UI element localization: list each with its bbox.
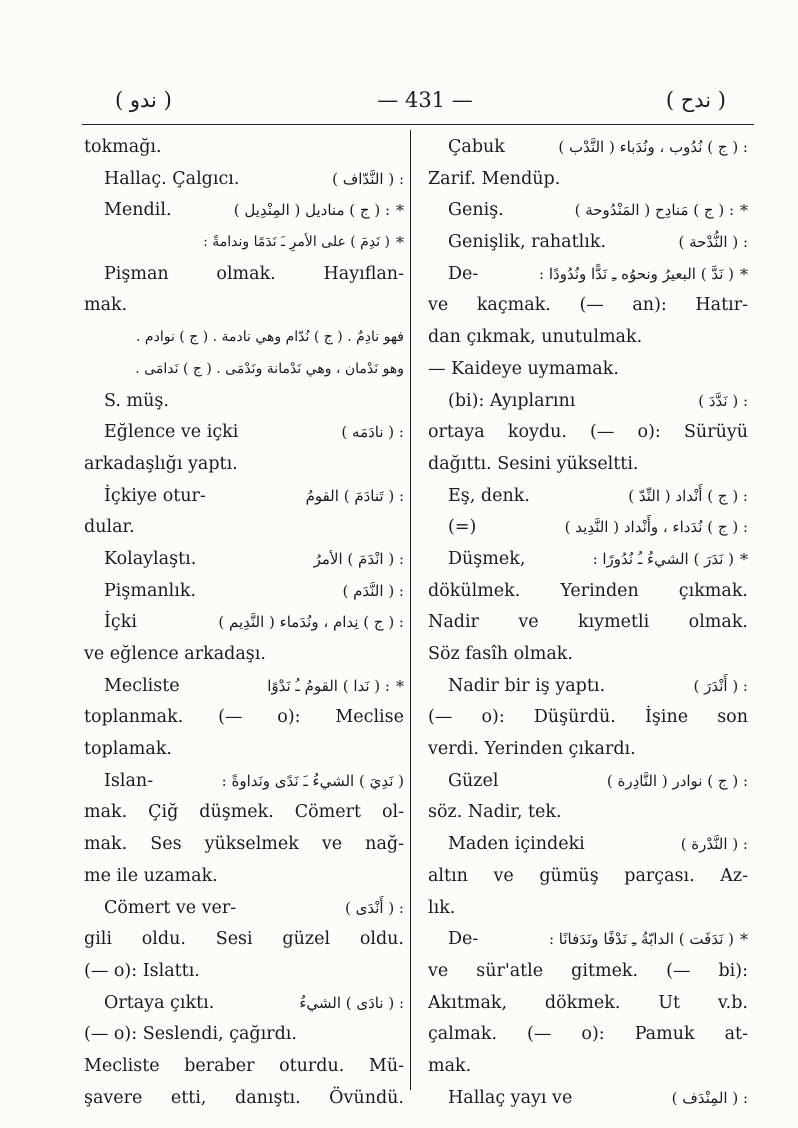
- dictionary-line: [428, 322, 748, 354]
- dictionary-line: [428, 512, 748, 544]
- turkish-text: Güzel: [448, 770, 499, 791]
- page-header: [0, 88, 798, 122]
- dictionary-line: [428, 1051, 748, 1083]
- turkish-text: Çabuk: [448, 137, 505, 157]
- dictionary-line: [84, 417, 404, 449]
- dictionary-line: [84, 481, 404, 513]
- page-number: — 431 —: [377, 88, 473, 112]
- column-divider: [410, 130, 411, 1090]
- dictionary-line: [428, 766, 748, 798]
- dictionary-line: [428, 639, 748, 671]
- arabic-headword: : ( ج ) نِدام ، ونُدَماء ( النَّدِيم ): [218, 613, 404, 632]
- turkish-text: S. müş.: [104, 390, 169, 411]
- turkish-text: (— o): Seslendi, çağırdı.: [84, 1024, 297, 1045]
- dictionary-line: [428, 544, 748, 576]
- arabic-headword: : ( تَنادَمَ ) القومُ: [305, 486, 404, 505]
- dictionary-line: [84, 1083, 404, 1115]
- arabic-headword: : ( ج ) نوادر ( النَّادِرة ): [606, 771, 748, 790]
- dictionary-line: [428, 734, 748, 766]
- turkish-text: (— o): Düşürdü. İşine son: [428, 707, 748, 728]
- turkish-text: Mecliste: [104, 675, 180, 696]
- turkish-text: ve kaçmak. (— an): Hatır-: [428, 295, 748, 316]
- header-right-entry: ( ندح ): [665, 88, 726, 112]
- dictionary-line: [84, 924, 404, 956]
- dictionary-line: [84, 512, 404, 544]
- turkish-text: dağıttı. Sesini yükseltti.: [428, 453, 639, 474]
- turkish-text: söz. Nadir, tek.: [428, 802, 562, 823]
- turkish-text: arkadaşlığı yaptı.: [84, 453, 238, 474]
- dictionary-line: [428, 861, 748, 893]
- arabic-headword: : ( ج ) مناديل ( المِنْدِيل ): [233, 201, 390, 220]
- arabic-headword: : ( نَدَّدَ ): [698, 391, 748, 410]
- dictionary-line: [84, 576, 404, 608]
- dictionary-line: [428, 132, 748, 164]
- dictionary-line: [428, 386, 748, 418]
- turkish-text: Akıtmak, dökmek. Ut v.b.: [428, 992, 748, 1013]
- entry-star-marker: *: [740, 549, 748, 569]
- arabic-headword: ( نَدَرَ ) الشيءُ ـُ نُدُورًا :: [592, 549, 734, 568]
- turkish-text: İçki: [104, 612, 137, 633]
- dictionary-line: [428, 988, 748, 1020]
- dictionary-line: [84, 164, 404, 196]
- arabic-headword: : ( نَدا ) القومُ ـُ نَدْوًا: [267, 676, 390, 695]
- turkish-text: Maden içindeki: [448, 834, 585, 855]
- dictionary-line: [84, 322, 404, 354]
- turkish-text: ve eğlence arkadaşı.: [84, 644, 266, 664]
- turkish-text: — Kaideye uymamak.: [428, 358, 619, 379]
- turkish-text: Nadir ve kıymetli olmak.: [428, 612, 748, 633]
- arabic-headword: ( نَدِيَ ) الشيءُ ـَ نَدًى ونَداوةً :: [221, 771, 404, 790]
- entry-star-marker: *: [740, 201, 748, 221]
- turkish-text: (bi): Ayıplarını: [448, 390, 576, 411]
- turkish-text: ve sür'atle gitmek. (— bi):: [428, 960, 748, 981]
- turkish-text: Düşmek,: [448, 548, 526, 569]
- dictionary-line: [84, 449, 404, 481]
- arabic-headword: : ( ج ) نُدَداء ، وأَنْداد ( النَّدِيد ): [564, 518, 748, 537]
- dictionary-line: [428, 227, 748, 259]
- dictionary-line: [428, 1083, 748, 1115]
- arabic-headword: : ( النَّدّاف ): [332, 169, 404, 188]
- entry-star-marker: *: [396, 201, 404, 221]
- dictionary-line: [428, 702, 748, 734]
- arabic-headword: : ( ج ) أَنْداد ( النِّدّ ): [628, 486, 748, 505]
- dictionary-line: [84, 1051, 404, 1083]
- arabic-headword: : ( ج ) نُدُوب ، ونُدَباء ( النَّدْب ): [558, 138, 748, 156]
- dictionary-line: [428, 797, 748, 829]
- dictionary-line: [84, 829, 404, 861]
- turkish-text: Zarif. Mendüp.: [428, 168, 561, 189]
- turkish-text: Söz fasîh olmak.: [428, 644, 573, 664]
- turkish-text: dular.: [84, 517, 135, 538]
- entry-star-marker: *: [396, 676, 404, 696]
- turkish-text: toplamak.: [84, 739, 172, 760]
- dictionary-line: [84, 386, 404, 418]
- turkish-text: mak. Ses yükselmek ve nağ-: [84, 834, 404, 855]
- dictionary-line: [428, 481, 748, 513]
- dictionary-line: [84, 702, 404, 734]
- turkish-text: Kolaylaştı.: [104, 548, 197, 569]
- dictionary-line: [428, 893, 748, 925]
- dictionary-line: [428, 449, 748, 481]
- arabic-headword: ( نَدَّ ) البعيرُ ونحوُه ـِ نَدًّا ونُدُودًا :: [539, 264, 734, 283]
- turkish-text: gili oldu. Sesi güzel oldu.: [84, 929, 404, 950]
- turkish-text: Genişlik, rahatlık.: [448, 232, 607, 253]
- dictionary-line: [84, 1019, 404, 1051]
- turkish-text: Islan-: [104, 770, 154, 791]
- dictionary-line: [84, 988, 404, 1020]
- right-column: [428, 132, 748, 1114]
- turkish-text: Pişmanlık.: [104, 580, 197, 601]
- dictionary-line: [428, 924, 748, 956]
- dictionary-line: [84, 259, 404, 291]
- arabic-headword: : ( ج ) مَنادِح ( المَنْدُوحة ): [574, 201, 734, 220]
- turkish-text: mak.: [84, 295, 128, 316]
- dictionary-line: [84, 797, 404, 829]
- dictionary-line: [84, 290, 404, 322]
- dictionary-line: [428, 1019, 748, 1051]
- arabic-headword: : ( النَّدَم ): [342, 581, 404, 600]
- turkish-text: lık.: [428, 897, 456, 918]
- turkish-text: çalmak. (— o): Pamuk at-: [428, 1024, 748, 1045]
- arabic-headword: : ( نادَى ) الشيءُ: [299, 993, 404, 1012]
- dictionary-line: [84, 956, 404, 988]
- arabic-headword: : ( النُّدْحة ): [678, 233, 748, 252]
- turkish-text: Pişman olmak. Hayıflan-: [104, 263, 404, 284]
- dictionary-line: [428, 671, 748, 703]
- dictionary-line: [428, 354, 748, 386]
- entry-star-marker: *: [396, 233, 404, 253]
- dictionary-line: [84, 734, 404, 766]
- dictionary-line: [428, 829, 748, 861]
- arabic-headword: فهو نادِمٌ . ( ج ) نُدّام وهي نادمة . ( ج ) نوادم .: [136, 329, 404, 346]
- turkish-text: verdi. Yerinden çıkardı.: [428, 739, 636, 760]
- arabic-headword: : ( انْدَمَ ) الأمرُ: [313, 549, 404, 568]
- dictionary-line: [84, 132, 404, 164]
- dictionary-line: [84, 544, 404, 576]
- turkish-text: Geniş.: [448, 200, 504, 221]
- turkish-text: (— o): Islattı.: [84, 960, 200, 981]
- turkish-text: De-: [448, 929, 479, 950]
- turkish-text: mak. Çiğ düşmek. Cömert ol-: [84, 802, 404, 823]
- turkish-text: ortaya koydu. (— o): Sürüyü: [428, 422, 748, 443]
- dictionary-line: [84, 671, 404, 703]
- entry-star-marker: *: [740, 264, 748, 284]
- arabic-headword: وهو نَدْمان ، وهي نَدْمانة ونَدْمَى . ( ج ) نَدامَى .: [135, 360, 404, 377]
- turkish-text: Hallaç. Çalgıcı.: [104, 168, 240, 189]
- dictionary-line: [428, 607, 748, 639]
- turkish-text: (=): [448, 517, 477, 538]
- turkish-text: mak.: [428, 1055, 472, 1076]
- dictionary-line: [84, 227, 404, 259]
- dictionary-line: [428, 259, 748, 291]
- arabic-headword: : ( النَّدْرة ): [680, 835, 748, 854]
- turkish-text: Nadir bir iş yaptı.: [448, 675, 606, 696]
- turkish-text: De-: [448, 263, 479, 284]
- turkish-text: Ortaya çıktı.: [104, 992, 215, 1013]
- arabic-headword: ( نَدِمَ ) على الأمرِ ـَ نَدَمًا وندامةً :: [203, 234, 390, 251]
- turkish-text: Eğlence ve içki: [104, 422, 239, 443]
- turkish-text: Cömert ve ver-: [104, 897, 237, 918]
- turkish-text: Hallaç yayı ve: [448, 1087, 573, 1108]
- dictionary-line: [428, 164, 748, 196]
- left-column: [84, 132, 404, 1114]
- turkish-text: dökülmek. Yerinden çıkmak.: [428, 580, 748, 601]
- dictionary-line: [428, 576, 748, 608]
- turkish-text: İçkiye otur-: [104, 485, 206, 506]
- turkish-text: dan çıkmak, unutulmak.: [428, 327, 643, 348]
- arabic-headword: : ( أَنْدَى ): [344, 898, 404, 917]
- arabic-headword: : ( المِنْدَف ): [671, 1088, 748, 1107]
- turkish-text: şavere etti, danıştı. Övündü.: [84, 1087, 404, 1108]
- dictionary-line: [84, 354, 404, 386]
- turkish-text: Mecliste beraber oturdu. Mü-: [84, 1055, 404, 1076]
- header-left-entry: ( ندو ): [115, 88, 172, 112]
- entry-star-marker: *: [740, 930, 748, 950]
- dictionary-line: [428, 417, 748, 449]
- turkish-text: tokmağı.: [84, 137, 162, 157]
- dictionary-line: [84, 861, 404, 893]
- dictionary-line: [428, 195, 748, 227]
- header-rule: [82, 124, 754, 125]
- dictionary-line: [428, 956, 748, 988]
- dictionary-line: [84, 639, 404, 671]
- dictionary-line: [84, 607, 404, 639]
- arabic-headword: : ( نادَمَه ): [341, 423, 404, 442]
- turkish-text: altın ve gümüş parçası. Az-: [428, 865, 748, 886]
- dictionary-line: [84, 893, 404, 925]
- turkish-text: toplanmak. (— o): Meclise: [84, 707, 404, 728]
- dictionary-line: [84, 195, 404, 227]
- dictionary-line: [84, 766, 404, 798]
- arabic-headword: ( نَدَفَت ) الدابّةُ ـِ نَدْفًا ونَدَفانًا :: [548, 930, 734, 949]
- dictionary-line: [428, 290, 748, 322]
- arabic-headword: : ( أَنْدَرَ ): [693, 676, 748, 695]
- turkish-text: Mendil.: [104, 200, 172, 221]
- turkish-text: Eş, denk.: [448, 485, 530, 506]
- turkish-text: me ile uzamak.: [84, 865, 218, 886]
